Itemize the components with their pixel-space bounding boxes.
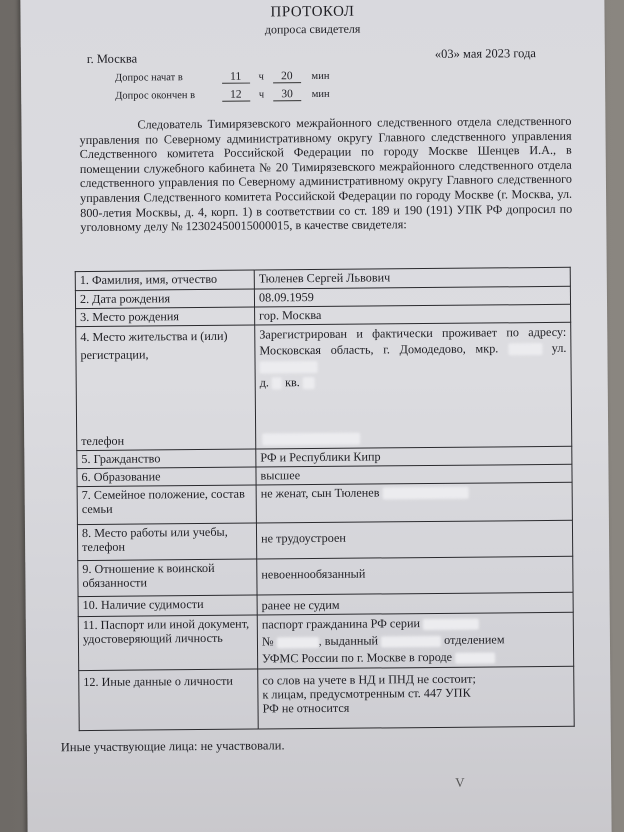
start-minutes: 20 [273,70,301,83]
redacted-block [277,637,319,648]
house-label: д. [259,375,270,390]
table-row [78,612,573,670]
military-value: невоеннообязанный [257,556,573,595]
table-row [78,556,573,596]
redacted-block [260,361,318,374]
table-row [77,482,572,524]
handwritten-mark: V [455,774,465,790]
passport-cell [257,612,573,669]
phone-label: телефон [81,433,125,449]
end-minutes: 30 [273,88,301,101]
family-status-value: не женат, сын Тюленев [260,485,380,501]
row-label: 2. Дата рождения [75,289,254,309]
end-label: Допрос окончен в [115,90,196,102]
education-value: высшее [256,464,572,485]
other-info-line: к лицам, предусмотренным ст. 447 УПК РФ не относится [262,685,471,716]
passport-text-5: УФМС России по г. Москве в городе [262,649,453,666]
end-time-row [115,88,329,103]
document-date: «03» мая 2023 года [434,46,537,61]
row-label: 3. Место рождения [76,307,255,327]
full-name-value: Тюленев Сергей Львович [254,267,570,289]
row-label: 12. Иные данные о личности [79,669,259,731]
table-row [77,520,572,560]
other-info-cell [258,666,575,729]
document-subtitle: допроса свидетеля [264,21,361,37]
row-label: 4. Место жительства и (или) регистрации, [80,328,228,363]
apartment-label: кв. [284,375,300,390]
redacted-block [423,618,479,629]
witness-data-table [75,267,575,731]
document-page [20,0,611,832]
passport-text-2: № [261,634,274,649]
row-label: 8. Место работы или учебы, телефон [77,523,256,561]
other-info-line: со слов на учете в НД и ПНД не состоит; [262,671,476,688]
minute-unit: мин [311,88,330,101]
redacted-block [272,377,282,389]
residence-label-cell [76,325,256,451]
redacted-block [381,636,441,648]
document-title: ПРОТОКОЛ [270,3,355,21]
passport-text-3: , выданный [318,633,379,648]
redacted-block [303,377,315,389]
row-label: 9. Отношение к воинской обязанности [78,559,257,597]
redacted-block [382,487,468,500]
start-label: Допрос начат в [114,72,183,84]
start-hour: 11 [222,71,250,84]
row-label: 6. Образование [77,467,256,487]
birth-date-value: 08.09.1959 [254,286,570,307]
redacted-block [455,652,495,663]
row-label: 7. Семейное положение, состав семьи [77,485,256,525]
residence-value: Зарегистрирован и фактически проживает по адресу: Московская область, г. Домодедово, мкр. [259,324,567,358]
residence-value-cell [255,322,572,449]
row-label: 10. Наличие судимости [78,595,257,617]
citizenship-value: РФ и Республики Кипр [256,446,572,467]
family-status-cell [256,482,572,523]
end-hour: 12 [222,89,250,102]
redacted-phone [262,433,360,446]
passport-text-4: отделением [444,632,505,647]
table-row [79,666,575,730]
city: г. Москва [86,51,138,66]
participants-note: Иные участвующие лица: не участвовали. [60,738,285,755]
street-label: ул. [551,340,567,355]
start-time-row [115,70,329,85]
birth-place-value: гор. Москва [255,304,571,325]
criminal-record-value: ранее не судим [257,592,573,615]
row-label: 5. Гражданство [77,449,256,469]
intro-paragraph: Следователь Тимирязевского межрайонного следственного отдела следственного управления по Северному административному округу Главного следственного управления Следственного комитета Российской Федерации по городу Москве Шенцев И.А., в помещении служебного кабинета № 20 Тимирязевского межрайонного следственного отдела следственного управления по Северному административному округу Главного следственного управления Следственного комитета Российской Федерации по городу Москве (г. Москва, ул. 800-летия Москвы, д. 4, корп. 1) в соответствии со ст. 189 и 190 (191) УПК РФ допросил по уголовному делу № 12302450015000015, в качестве свидетеля: [79,113,573,235]
hour-unit: ч [258,71,264,83]
passport-text-1: паспорт гражданина РФ серии [261,616,421,632]
hour-unit: ч [258,89,265,101]
table-row [76,322,572,450]
row-label: 11. Паспорт или иной документ, удостоверяющий личность [78,615,257,671]
employment-value: не трудоустроен [256,520,572,559]
row-label: 1. Фамилия, имя, отчество [75,270,254,291]
minute-unit: мин [311,70,330,83]
redacted-block [508,343,542,355]
